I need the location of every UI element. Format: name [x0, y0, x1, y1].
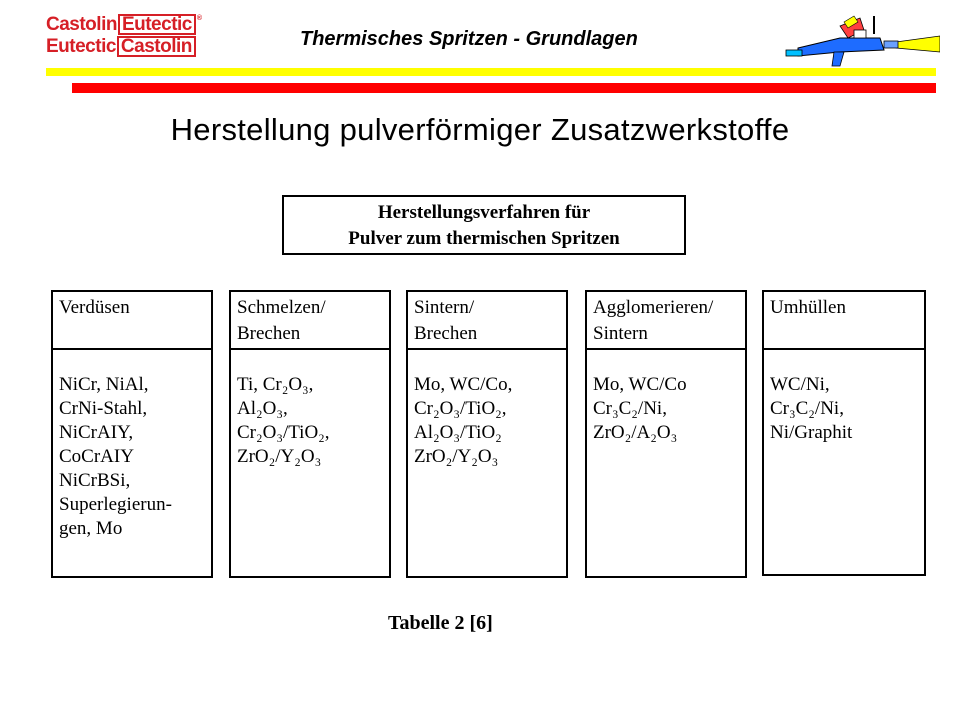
- material-item: Cr₂O₃/TiO₂,: [237, 422, 330, 443]
- material-item: WC/Ni,: [770, 374, 830, 395]
- material-item: Al₂O₃,: [237, 398, 288, 419]
- logo-word-eutectic-boxed: Eutectic: [118, 14, 196, 35]
- column-header-line: Sintern/: [414, 297, 475, 318]
- material-item: Cr₃C₂/Ni,: [593, 398, 667, 419]
- material-item: CrNi-Stahl,: [59, 398, 148, 419]
- column-header: [53, 292, 211, 350]
- material-item: ZrO₂/A₂O₃: [593, 422, 678, 443]
- process-column-agglomerieren-sintern: [585, 290, 747, 578]
- material-item: NiCr, NiAl,: [59, 374, 149, 395]
- column-header: [587, 292, 745, 350]
- column-header-line: Sintern: [593, 323, 648, 344]
- material-item: Cr₂O₃/TiO₂,: [414, 398, 507, 419]
- logo-line-1: [46, 14, 202, 36]
- material-item: Ti, Cr₂O₃,: [237, 374, 314, 395]
- process-column-schmelzen-brechen: [229, 290, 391, 578]
- column-header-line: Verdüsen: [59, 297, 130, 318]
- material-item: CoCrAIY: [59, 446, 134, 467]
- material-item: ZrO₂/Y₂O₃: [414, 446, 499, 467]
- material-item: Mo, WC/Co,: [414, 374, 513, 395]
- logo-word-castolin: Castolin: [46, 14, 117, 35]
- material-item: Al₂O₃/TiO₂: [414, 422, 502, 443]
- header-yellow-bar: [46, 68, 936, 76]
- process-column-verduesen: [51, 290, 213, 578]
- table-heading-line-2: Pulver zum thermischen Spritzen: [348, 228, 620, 249]
- thermal-spray-gun-icon: [784, 12, 940, 68]
- column-header-line: Schmelzen/: [237, 297, 326, 318]
- material-item: Mo, WC/Co: [593, 374, 687, 395]
- column-header-line: Umhüllen: [770, 297, 846, 318]
- column-body: [53, 350, 211, 541]
- material-item: ZrO₂/Y₂O₃: [237, 446, 322, 467]
- slide-title: Herstellung pulverförmiger Zusatzwerkstoffe: [170, 112, 790, 147]
- process-column-umhuellen: [762, 290, 926, 576]
- material-item: gen, Mo: [59, 518, 123, 539]
- column-body: [231, 350, 389, 469]
- process-column-sintern-brechen: [406, 290, 568, 578]
- column-header: [764, 292, 924, 350]
- column-body: [587, 350, 745, 445]
- material-item: NiCrAIY,: [59, 422, 134, 443]
- logo-word-castolin-boxed: Castolin: [117, 36, 196, 57]
- logo-registered-mark: ®: [196, 15, 202, 22]
- column-header: [231, 292, 389, 350]
- table-heading-box: [282, 195, 686, 255]
- column-body: [408, 350, 566, 469]
- table-caption: Tabelle 2 [6]: [388, 612, 493, 634]
- material-item: Ni/Graphit: [770, 422, 853, 443]
- logo-line-2: [46, 36, 196, 58]
- material-item: Superlegierun-: [59, 494, 172, 515]
- column-body: [764, 350, 924, 445]
- material-item: NiCrBSi,: [59, 470, 131, 491]
- column-header-line: Agglomerieren/: [593, 297, 714, 318]
- header-title: Thermisches Spritzen - Grundlagen: [300, 28, 638, 50]
- material-item: Cr₃C₂/Ni,: [770, 398, 844, 419]
- castolin-eutectic-logo: [46, 14, 228, 60]
- column-header-line: Brechen: [414, 323, 478, 344]
- column-header: [408, 292, 566, 350]
- logo-word-eutectic: Eutectic: [46, 36, 116, 57]
- table-heading-line-1: Herstellungsverfahren für: [377, 202, 591, 223]
- header-red-bar: [72, 83, 936, 93]
- column-header-line: Brechen: [237, 323, 301, 344]
